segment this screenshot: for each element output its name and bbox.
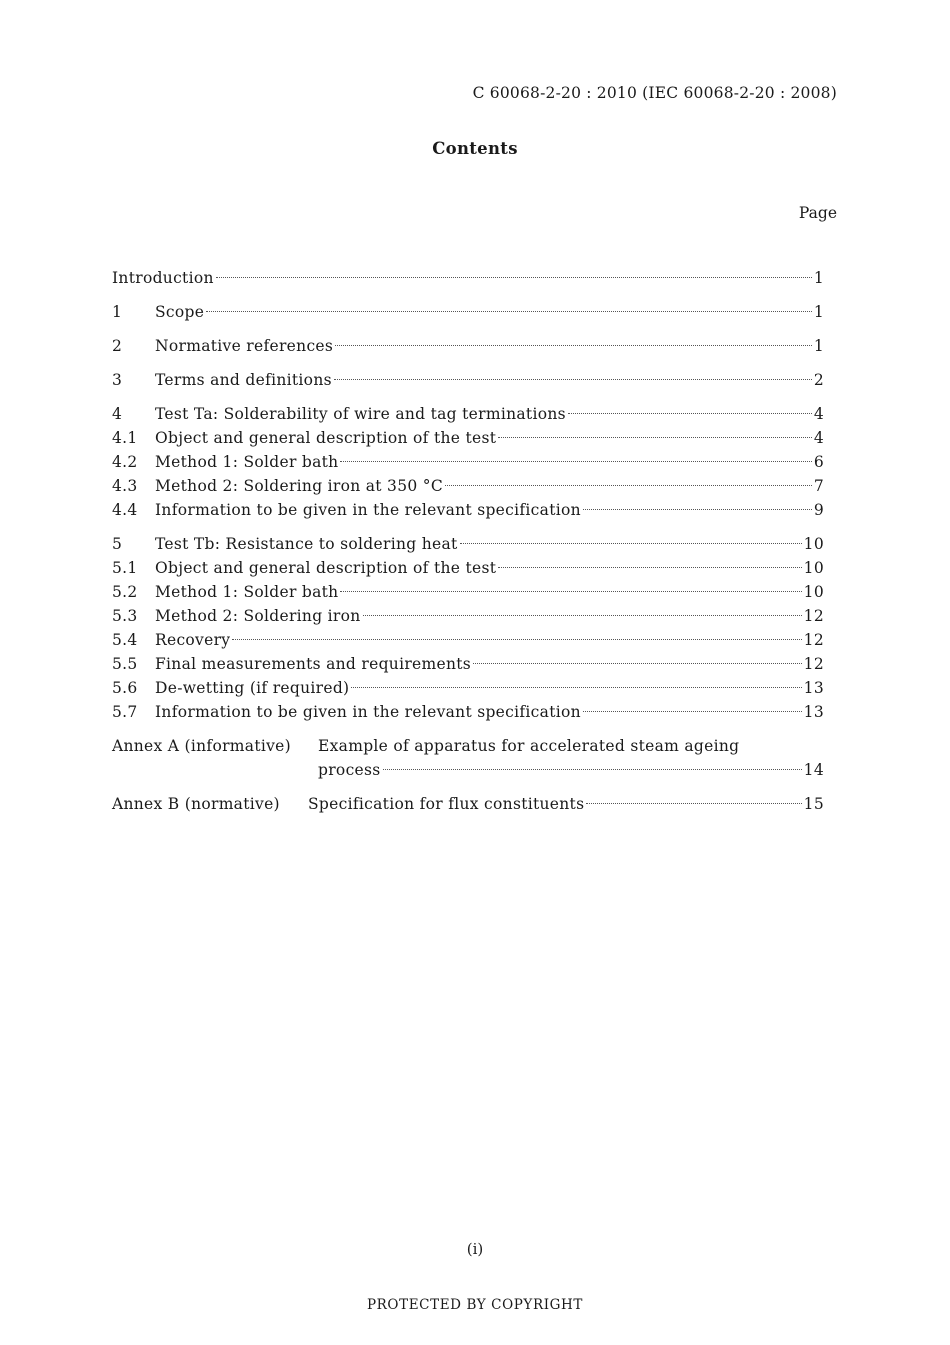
dot-leader: [232, 639, 801, 640]
dot-leader: [383, 769, 802, 770]
toc-page-number: 12: [803, 655, 824, 673]
annex-prefix: Annex A (informative): [112, 737, 291, 755]
toc-page-number: 13: [803, 679, 824, 697]
toc-number: 5.1: [112, 559, 138, 577]
toc-number: 4: [112, 405, 123, 423]
toc-number: 5.7: [112, 703, 138, 721]
toc-label: Method 1: Solder bath: [155, 453, 339, 471]
dot-leader: [445, 485, 812, 486]
toc-page-number: 6: [813, 453, 824, 471]
toc-page-number: 12: [803, 607, 824, 625]
dot-leader: [586, 803, 801, 804]
toc-entry-4-2[interactable]: [112, 450, 824, 474]
toc-page-number: 13: [803, 703, 824, 721]
toc-label: Scope: [155, 303, 205, 321]
toc-label: Introduction: [112, 269, 214, 287]
toc-label: Terms and definitions: [155, 371, 332, 389]
toc-label: Recovery: [155, 631, 231, 649]
toc-entry-5-3[interactable]: [112, 604, 824, 628]
toc-number: 3: [112, 371, 123, 389]
toc-page-number: 10: [803, 535, 824, 553]
annex-prefix: Annex B (normative): [112, 795, 280, 813]
toc-number: 5.3: [112, 607, 138, 625]
toc-entry-5-4[interactable]: [112, 628, 824, 652]
toc-label: process: [318, 761, 381, 779]
dot-leader: [340, 461, 811, 462]
dot-leader: [351, 687, 801, 688]
toc-page-number: 10: [803, 583, 824, 601]
toc-entry-annex-a[interactable]: [112, 734, 824, 758]
toc-number: 4.4: [112, 501, 138, 519]
toc-label: Normative references: [155, 337, 334, 355]
toc-entry-5-2[interactable]: [112, 580, 824, 604]
footer-page-number: (i): [466, 1240, 484, 1258]
toc-page-number: 4: [813, 429, 824, 447]
toc-number: 5.4: [112, 631, 138, 649]
toc-label: Method 2: Soldering iron: [155, 607, 361, 625]
toc-number: 1: [112, 303, 123, 321]
dot-leader: [216, 277, 812, 278]
toc-label: Information to be given in the relevant specification: [155, 501, 581, 519]
toc-label: De-wetting (if required): [155, 679, 350, 697]
toc-page-number: 15: [803, 795, 824, 813]
toc-label: Object and general description of the test: [155, 559, 497, 577]
toc-page-number: 10: [803, 559, 824, 577]
toc-number: 4.1: [112, 429, 138, 447]
toc-number: 2: [112, 337, 123, 355]
toc-label: Test Tb: Resistance to soldering heat: [155, 535, 458, 553]
footer-copyright: PROTECTED BY COPYRIGHT: [366, 1297, 584, 1313]
dot-leader: [498, 567, 801, 568]
toc-page-number: 14: [803, 761, 824, 779]
toc-entry-introduction[interactable]: [112, 266, 824, 290]
toc-entry-2[interactable]: [112, 334, 824, 358]
toc-page-number: 1: [813, 337, 824, 355]
dot-leader: [335, 345, 812, 346]
toc-number: 4.3: [112, 477, 138, 495]
toc-label: Information to be given in the relevant specification: [155, 703, 581, 721]
dot-leader: [363, 615, 802, 616]
toc-label: Method 2: Soldering iron at 350 °C: [155, 477, 443, 495]
toc-page-number: 1: [813, 269, 824, 287]
dot-leader: [583, 711, 802, 712]
toc-label: Object and general description of the test: [155, 429, 497, 447]
toc-page-number: 9: [813, 501, 824, 519]
toc-label: Final measurements and requirements: [155, 655, 472, 673]
dot-leader: [473, 663, 802, 664]
toc-label: Specification for flux constituents: [308, 795, 585, 813]
page-title: Contents: [432, 139, 518, 158]
toc-number: 5.6: [112, 679, 138, 697]
dot-leader: [334, 379, 812, 380]
dot-leader: [583, 509, 812, 510]
page-column-label: Page: [798, 204, 837, 222]
dot-leader: [340, 591, 801, 592]
toc-number: 5.5: [112, 655, 138, 673]
dot-leader: [568, 413, 812, 414]
toc-number: 5.2: [112, 583, 138, 601]
toc-number: 4.2: [112, 453, 138, 471]
table-of-contents: [112, 266, 824, 816]
toc-entry-5-6[interactable]: [112, 676, 824, 700]
toc-label: Test Ta: Solderability of wire and tag terminations: [155, 405, 566, 423]
toc-label: Example of apparatus for accelerated steam ageing: [318, 737, 740, 755]
toc-page-number: 2: [813, 371, 824, 389]
toc-page-number: 1: [813, 303, 824, 321]
toc-entry-annex-a-continued[interactable]: [112, 758, 824, 782]
toc-label: Method 1: Solder bath: [155, 583, 339, 601]
toc-entry-4-1[interactable]: [112, 426, 824, 450]
toc-entry-5-5[interactable]: [112, 652, 824, 676]
toc-entry-1[interactable]: [112, 300, 824, 324]
toc-page-number: 7: [813, 477, 824, 495]
document-header: C 60068-2-20 : 2010 (IEC 60068-2-20 : 2008): [472, 84, 837, 102]
dot-leader: [206, 311, 812, 312]
toc-entry-4-4[interactable]: [112, 498, 824, 522]
toc-entry-5-7[interactable]: [112, 700, 824, 724]
toc-entry-3[interactable]: [112, 368, 824, 392]
toc-entry-4-3[interactable]: [112, 474, 824, 498]
toc-page-number: 12: [803, 631, 824, 649]
toc-number: 5: [112, 535, 123, 553]
toc-page-number: 4: [813, 405, 824, 423]
toc-entry-annex-b[interactable]: [112, 792, 824, 816]
toc-entry-5[interactable]: [112, 532, 824, 556]
dot-leader: [498, 437, 812, 438]
toc-entry-4[interactable]: [112, 402, 824, 426]
toc-entry-5-1[interactable]: [112, 556, 824, 580]
dot-leader: [460, 543, 802, 544]
